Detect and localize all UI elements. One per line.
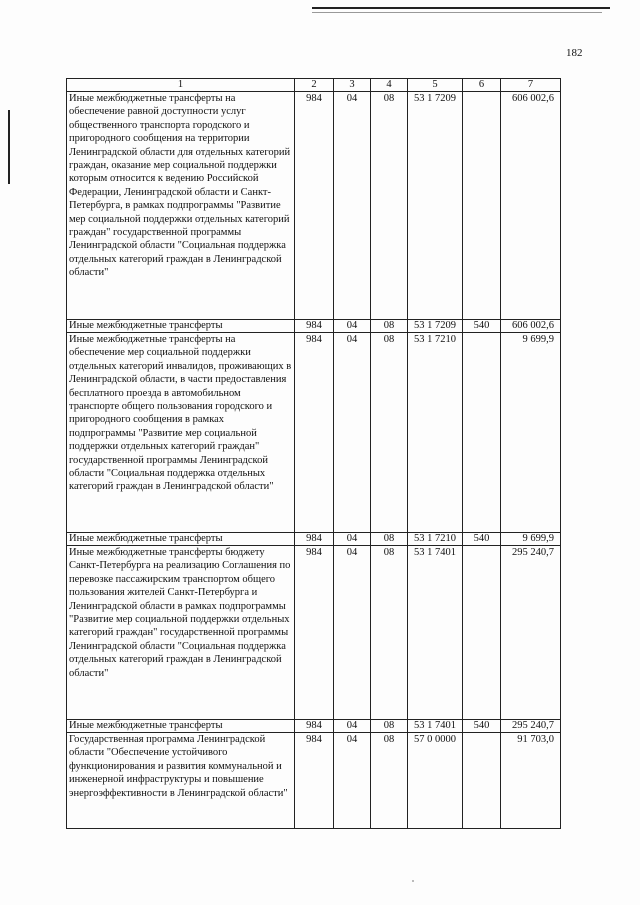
table-row xyxy=(67,533,561,546)
table-row xyxy=(67,320,561,333)
row-admin: 984 xyxy=(295,320,334,333)
row-type xyxy=(463,733,501,829)
scan-speck xyxy=(412,880,414,882)
row-section: 04 xyxy=(334,733,371,829)
row-admin: 984 xyxy=(295,92,334,320)
row-section: 04 xyxy=(334,320,371,333)
budget-table xyxy=(66,78,561,829)
row-amount: 9 699,9 xyxy=(501,533,561,546)
row-type xyxy=(463,92,501,320)
column-header: 3 xyxy=(334,79,371,92)
row-description: Иные межбюджетные трансферты xyxy=(67,720,295,733)
row-description: Иные межбюджетные трансферты xyxy=(67,320,295,333)
row-amount: 295 240,7 xyxy=(501,720,561,733)
top-rule-thin xyxy=(312,12,602,13)
page-number: 182 xyxy=(566,47,583,59)
row-type xyxy=(463,333,501,533)
row-target: 53 1 7210 xyxy=(408,533,463,546)
row-section: 04 xyxy=(334,533,371,546)
row-description: Иные межбюджетные трансферты на обеспечение мер социальной поддержки отдельных категорий инвалидов, проживающих в Ленинградской области, в части предоставления бесплатного проезда в автомобильном транспорте общего пользования городского и пригородного сообщения в рамках подпрограммы "Развитие мер социальной поддержки отдельных категорий граждан" государственной программы Ленинградской области "Социальная поддержка отдельных категорий граждан в Ленинградской области" xyxy=(67,333,295,533)
table-row xyxy=(67,92,561,320)
row-description: Иные межбюджетные трансферты на обеспечение равной доступности услуг общественного транспорта городского и пригородного сообщения на территории Ленинградской области для отдельных категорий граждан, оказание мер социальной поддержки которым относится к ведению Российской Федерации, Ленинградской области и Санкт-Петербурга, в рамках подпрограммы "Развитие мер социальной поддержки отдельных категорий граждан" государственной программы Ленинградской области "Социальная поддержка отдельных категорий граждан в Ленинградской области" xyxy=(67,92,295,320)
row-subsection: 08 xyxy=(371,92,408,320)
column-header: 6 xyxy=(463,79,501,92)
top-rule xyxy=(312,7,610,9)
table-row xyxy=(67,720,561,733)
row-section: 04 xyxy=(334,333,371,533)
row-section: 04 xyxy=(334,92,371,320)
row-section: 04 xyxy=(334,546,371,720)
row-target: 53 1 7401 xyxy=(408,546,463,720)
row-subsection: 08 xyxy=(371,546,408,720)
column-header: 7 xyxy=(501,79,561,92)
row-target: 53 1 7209 xyxy=(408,320,463,333)
row-subsection: 08 xyxy=(371,320,408,333)
row-type: 540 xyxy=(463,720,501,733)
row-description: Иные межбюджетные трансферты бюджету Санкт-Петербурга на реализацию Соглашения по перевозке пассажирским транспортом общего пользования жителей Санкт-Петербурга и Ленинградской области в рамках подпрограммы "Развитие мер социальной поддержки отдельных категорий граждан" государственной программы Ленинградской области "Социальная поддержка отдельных категорий граждан в Ленинградской области" xyxy=(67,546,295,720)
row-target: 53 1 7210 xyxy=(408,333,463,533)
row-amount: 606 002,6 xyxy=(501,92,561,320)
column-header: 5 xyxy=(408,79,463,92)
row-subsection: 08 xyxy=(371,733,408,829)
row-admin: 984 xyxy=(295,733,334,829)
row-type: 540 xyxy=(463,533,501,546)
row-section: 04 xyxy=(334,720,371,733)
row-amount: 606 002,6 xyxy=(501,320,561,333)
row-subsection: 08 xyxy=(371,720,408,733)
row-amount: 295 240,7 xyxy=(501,546,561,720)
row-subsection: 08 xyxy=(371,333,408,533)
row-description: Иные межбюджетные трансферты xyxy=(67,533,295,546)
row-admin: 984 xyxy=(295,546,334,720)
row-type: 540 xyxy=(463,320,501,333)
row-amount: 9 699,9 xyxy=(501,333,561,533)
table-row xyxy=(67,733,561,829)
table-header-row xyxy=(67,79,561,92)
column-header: 1 xyxy=(67,79,295,92)
row-admin: 984 xyxy=(295,533,334,546)
column-header: 4 xyxy=(371,79,408,92)
margin-mark xyxy=(8,110,10,184)
row-admin: 984 xyxy=(295,720,334,733)
row-target: 53 1 7401 xyxy=(408,720,463,733)
row-admin: 984 xyxy=(295,333,334,533)
row-target: 57 0 0000 xyxy=(408,733,463,829)
table-row xyxy=(67,546,561,720)
column-header: 2 xyxy=(295,79,334,92)
row-subsection: 08 xyxy=(371,533,408,546)
table-row xyxy=(67,333,561,533)
row-target: 53 1 7209 xyxy=(408,92,463,320)
row-type xyxy=(463,546,501,720)
row-description: Государственная программа Ленинградской области "Обеспечение устойчивого функционирования и развития коммунальной и инженерной инфраструктуры и повышение энергоэффективности в Ленинградской области" xyxy=(67,733,295,829)
row-amount: 91 703,0 xyxy=(501,733,561,829)
